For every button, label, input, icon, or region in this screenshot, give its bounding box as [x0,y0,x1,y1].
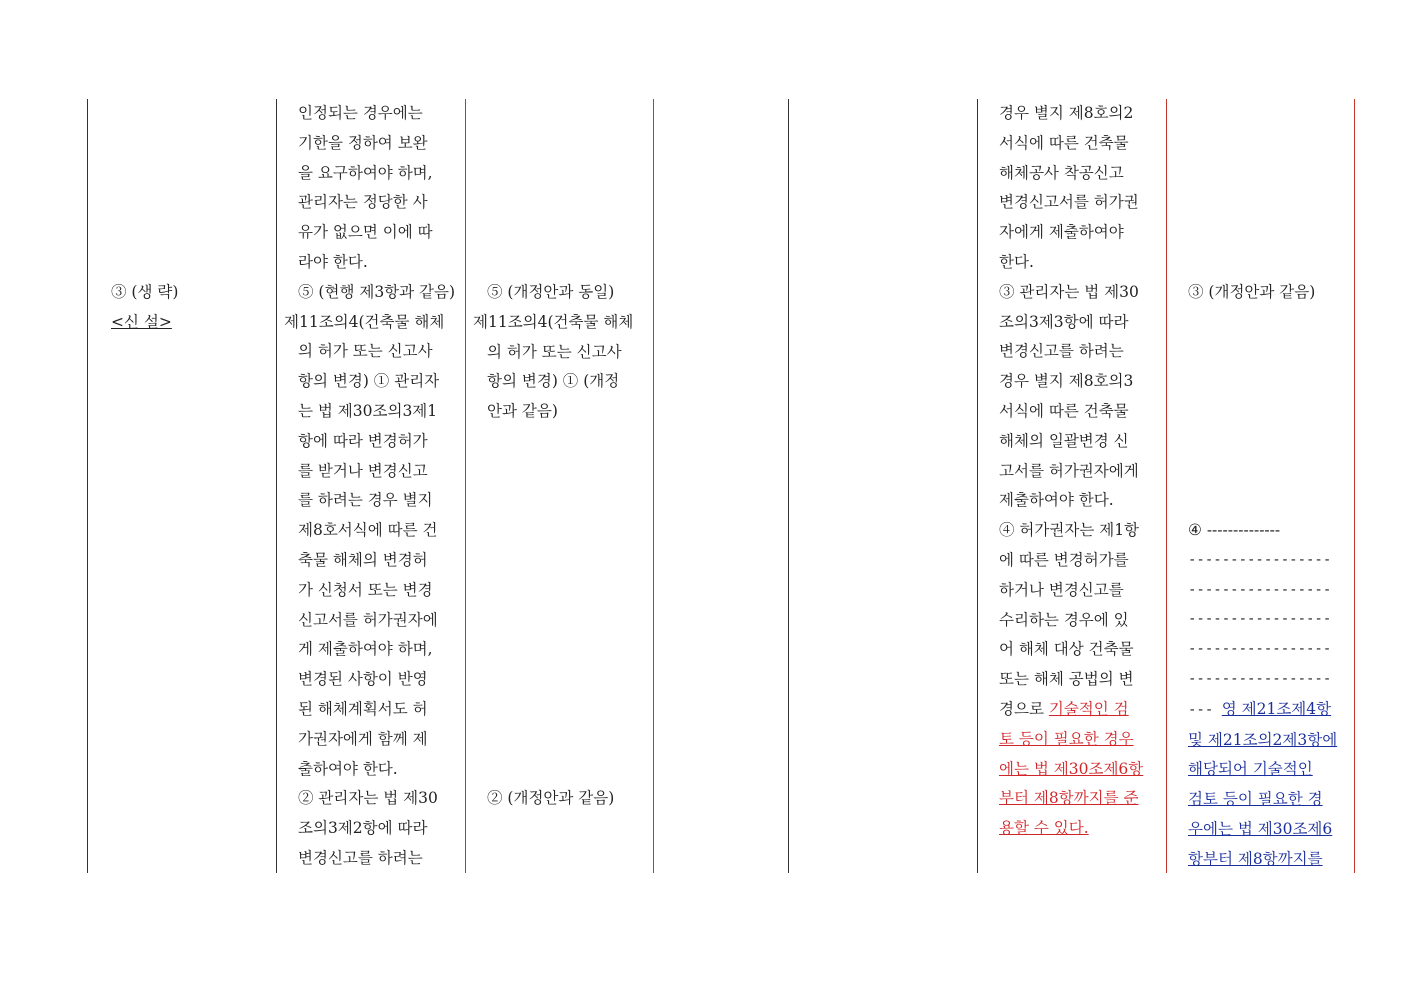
left-col-comparison [473,278,647,427]
clause-3-omitted: ③ (생 략) [111,283,179,301]
text-line: 된 해체계획서도 허 [298,699,428,718]
clause-5-same: ⑤ (개정안과 동일) [487,283,615,301]
table-border-left [788,99,789,873]
text-line: 라야 한다. [298,252,368,271]
article-heading: 제11조의4(건축물 해체 [284,312,445,331]
left-col-current-law [111,278,178,338]
text-line: 를 하려는 경우 별지 [298,491,433,510]
left-col-comparison-2 [487,784,647,814]
text-line: 을 요구하여야 하며, [298,163,433,182]
amended-text-red: 에는 법 제30조제6항 [999,759,1144,778]
text-line: 어 해체 대상 건축물 [999,640,1134,659]
text-line: 인정되는 경우에는 [298,104,423,122]
text-line: 의 허가 또는 신고사 [298,342,433,361]
text-line: 서식에 따른 건축물 [999,401,1129,420]
amended-text-blue: 해당되어 기술적인 [1188,760,1313,779]
amended-text-red: 기술적인 검 [1048,699,1129,718]
column-divider-red [653,99,654,873]
text-line: 관리자는 정당한 사 [298,193,428,212]
column-divider [276,99,277,873]
text-line: ② 관리자는 법 제30 [298,789,438,808]
text-line: 자에게 제출하여야 [999,223,1124,242]
dash-line: ----------------- [1188,551,1332,568]
mixed-line [1188,695,1350,726]
amended-text-blue: 영 제21조제4항 [1221,699,1332,718]
column-divider-red [1354,99,1355,873]
text-line: 에 따른 변경허가를 [999,550,1129,569]
text-line: 한다. [999,252,1034,271]
right-col-amendment [999,99,1161,844]
text-line: ⑤ (현행 제3항과 같음) [298,282,456,301]
text-line: 고서를 허가권자에게 [999,461,1139,480]
dash-line: ----------------- [1188,611,1332,628]
text-line: 신고서를 허가권자에 [298,610,438,629]
text-line: 변경신고를 하려는 [298,848,423,867]
text-line: 가 신청서 또는 변경 [298,580,433,599]
column-divider-red [1166,99,1167,873]
text-line: 축물 해체의 변경허 [298,550,428,569]
column-divider-red [465,99,466,873]
text-line: 항의 변경) ① (개정 [487,372,620,391]
dash-line: ----------------- [1188,670,1332,687]
clause-2-same: ② (개정안과 같음) [487,789,615,807]
amended-text-red: 용할 수 있다. [999,819,1089,838]
right-col-comparison-2 [1188,516,1350,875]
text-line: 는 법 제30조의3제1 [298,401,438,420]
amended-text-red: 토 등이 필요한 경우 [999,729,1134,748]
text-line: 제8호서식에 따른 건 [298,521,438,540]
text-line: 제출하여야 한다. [999,491,1114,510]
text-line: 기한을 정하여 보완 [298,133,428,152]
amended-text-blue: 우에는 법 제30조제6 [1188,819,1333,838]
text-line: 출하여야 한다. [298,759,398,778]
text-line: 경우 별지 제8호의2 [999,104,1134,122]
text-line: 의 허가 또는 신고사 [487,342,622,361]
text-line: 변경신고를 하려는 [999,342,1124,361]
text-line: 경우 별지 제8호의3 [999,372,1134,391]
column-divider [977,99,978,873]
dash-text: --- [1188,701,1222,718]
text-line: 조의3제3항에 따라 [999,312,1129,331]
amended-text-red: 부터 제8항까지를 준 [999,789,1139,808]
text-line: 또는 해체 공법의 변 [999,670,1134,689]
dash-line: ----------------- [1188,641,1332,658]
text-line: 를 받거나 변경신고 [298,461,428,480]
text-line: 변경신고서를 허가권 [999,193,1139,212]
left-col-amendment [284,99,458,874]
text-line: ③ 관리자는 법 제30 [999,282,1139,301]
amended-text-blue: 검토 등이 필요한 경 [1188,790,1323,809]
amended-text-blue: 항부터 제8항까지를 [1188,849,1323,868]
dash-line: ----------------- [1188,581,1332,598]
text-line: 조의3제2항에 따라 [298,819,428,838]
table-border-left [87,99,88,873]
text-line: 가권자에게 함께 제 [298,729,428,748]
plain-text: 경으로 [999,699,1049,718]
text-line: ④ 허가권자는 제1항 [999,521,1140,540]
text-line: 하거나 변경신고를 [999,580,1124,599]
article-heading: 제11조의4(건축물 해체 [473,312,634,331]
amended-text-blue: 및 제21조의2제3항에 [1188,730,1338,749]
text-line: 서식에 따른 건축물 [999,133,1129,152]
mixed-line [999,695,1161,725]
text-line: 항에 따라 변경허가 [298,431,428,450]
text-line: 수리하는 경우에 있 [999,610,1129,629]
clause-3-same: ③ (개정안과 같음) [1188,283,1316,301]
text-line: 안과 같음) [487,402,558,421]
text-line: 변경된 사항이 반영 [298,670,428,689]
text-line: 게 제출하여야 하며, [298,640,433,659]
right-col-comparison [1188,278,1350,308]
text-line: 해체공사 착공신고 [999,163,1124,182]
clause-4-dashes: ④ -------------- [1188,521,1281,539]
text-line: 유가 없으면 이에 따 [298,223,433,242]
text-line: 항의 변경) ① 관리자 [298,372,440,391]
text-line: 해체의 일괄변경 신 [999,431,1129,450]
newly-established-label: <신 설> [111,312,172,331]
